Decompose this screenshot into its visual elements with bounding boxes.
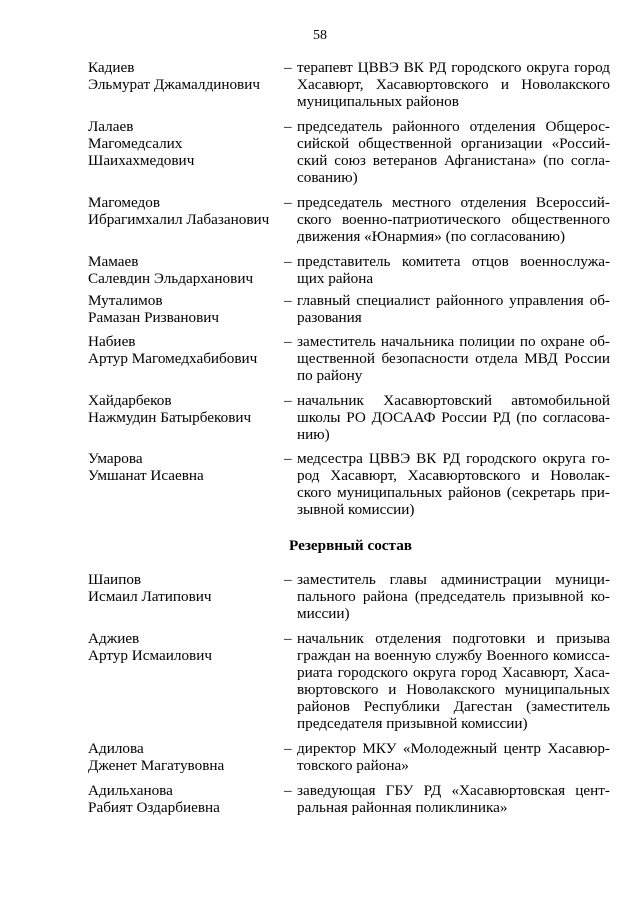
member-patronymic: Шаихахмедович xyxy=(88,152,195,169)
dash: – xyxy=(284,450,292,467)
dash: – xyxy=(284,782,292,799)
member-given-names: Рабият Оздарбиевна xyxy=(88,799,220,816)
page-number: 58 xyxy=(313,28,327,43)
member-role xyxy=(297,118,610,186)
member-given-names: Дженет Магатувовна xyxy=(88,757,225,774)
dash: – xyxy=(284,392,292,409)
member-name xyxy=(88,292,278,326)
role-line: председатель местного отделения Всероссий- xyxy=(297,194,610,211)
dash: – xyxy=(284,630,292,647)
role-line: ский союз ветеранов Афганистана» (по согла- xyxy=(297,152,610,169)
dash: – xyxy=(284,118,292,135)
dash: – xyxy=(284,571,292,588)
role-line: начальник Хасавюртовский автомобильной xyxy=(297,392,610,409)
member-name xyxy=(88,59,278,93)
member-given-names: Исмаил Латипович xyxy=(88,588,212,605)
role-line: по району xyxy=(297,367,363,384)
member-role xyxy=(297,571,610,622)
dash: – xyxy=(284,292,292,309)
member-surname: Адильханова xyxy=(88,782,173,799)
role-line: товского района» xyxy=(297,757,409,774)
member-name xyxy=(88,253,278,287)
role-line: председателя призывной комиссии) xyxy=(297,715,528,732)
role-line: сийской общественной организации «Россий- xyxy=(297,135,610,152)
dash: – xyxy=(284,59,292,76)
role-line: нию) xyxy=(297,426,330,443)
role-line: школы РО ДОСААФ России РД (по согласова- xyxy=(297,409,610,426)
member-surname: Лалаев xyxy=(88,118,134,135)
member-surname: Магомедов xyxy=(88,194,161,211)
member-name xyxy=(88,450,278,484)
member-role xyxy=(297,782,610,816)
member-surname: Умарова xyxy=(88,450,143,467)
member-name xyxy=(88,118,278,169)
member-surname: Адилова xyxy=(88,740,144,757)
member-given-names: Артур Исмаилович xyxy=(88,647,212,664)
role-line: медсестра ЦВВЭ ВК РД городского округа го- xyxy=(297,450,610,467)
dash: – xyxy=(284,194,292,211)
role-line: муниципальных районов xyxy=(297,93,459,110)
role-line: движения «Юнармия» (по согласованию) xyxy=(297,228,566,245)
role-line: директор МКУ «Молодежный центр Хасавюр- xyxy=(297,740,610,757)
member-name xyxy=(88,571,278,605)
member-surname: Мамаев xyxy=(88,253,139,270)
member-given-names: Эльмурат Джамалдинович xyxy=(88,76,260,93)
member-given-names: Умшанат Исаевна xyxy=(88,467,204,484)
role-line: сованию) xyxy=(297,169,358,186)
role-line: заместитель начальника полиции по охране об- xyxy=(297,333,610,350)
role-line: граждан на военную службу Военного комисса- xyxy=(297,647,610,664)
reserve-section-heading: Резервный состав xyxy=(289,537,412,554)
role-line: зывной комиссии) xyxy=(297,501,415,518)
member-role xyxy=(297,253,610,287)
member-given-names: Ибрагимхалил Лабазанович xyxy=(88,211,270,228)
role-line: вюртовского и Новолакского муниципальных xyxy=(297,681,610,698)
role-line: терапевт ЦВВЭ ВК РД городского округа город xyxy=(297,59,610,76)
member-role xyxy=(297,392,610,443)
member-given-names: Рамазан Ризванович xyxy=(88,309,220,326)
member-role xyxy=(297,194,610,245)
role-line: начальник отделения подготовки и призыва xyxy=(297,630,610,647)
member-given-names: Магомедсалих xyxy=(88,135,183,152)
member-surname: Аджиев xyxy=(88,630,140,647)
member-surname: Шаипов xyxy=(88,571,142,588)
member-surname: Хайдарбеков xyxy=(88,392,172,409)
role-line: риата городского округа город Хасавюрт, Хаса- xyxy=(297,664,610,681)
role-line: представитель комитета отцов военнослужа- xyxy=(297,253,610,270)
member-surname: Муталимов xyxy=(88,292,163,309)
member-surname: Кадиев xyxy=(88,59,135,76)
dash: – xyxy=(284,333,292,350)
member-surname: Набиев xyxy=(88,333,136,350)
role-line: ральная районная поликлиника» xyxy=(297,799,508,816)
member-role xyxy=(297,450,610,518)
dash: – xyxy=(284,253,292,270)
member-role xyxy=(297,740,610,774)
member-name xyxy=(88,194,278,228)
member-name xyxy=(88,630,278,664)
member-name xyxy=(88,740,278,774)
role-line: заместитель главы администрации муници- xyxy=(297,571,610,588)
member-name xyxy=(88,392,278,426)
member-role xyxy=(297,292,610,326)
member-role xyxy=(297,630,610,732)
role-line: щественной безопасности отдела МВД России xyxy=(297,350,610,367)
member-name xyxy=(88,333,278,367)
role-line: щих района xyxy=(297,270,374,287)
role-line: пального района (председатель призывной ко- xyxy=(297,588,610,605)
member-given-names: Салевдин Эльдарханович xyxy=(88,270,254,287)
role-line: председатель районного отделения Общерос- xyxy=(297,118,610,135)
dash: – xyxy=(284,740,292,757)
role-line: миссии) xyxy=(297,605,350,622)
role-line: Хасавюрт, Хасавюртовского и Новолакского xyxy=(297,76,610,93)
role-line: ского муниципальных районов (секретарь при- xyxy=(297,484,610,501)
role-line: ского военно-патриотического общественного xyxy=(297,211,610,228)
member-role xyxy=(297,333,610,384)
member-role xyxy=(297,59,610,110)
member-given-names: Артур Магомедхабибович xyxy=(88,350,258,367)
member-name xyxy=(88,782,278,816)
member-given-names: Нажмудин Батырбекович xyxy=(88,409,252,426)
role-line: род Хасавюрт, Хасавюртовского и Новолак- xyxy=(297,467,610,484)
role-line: заведующая ГБУ РД «Хасавюртовская цент- xyxy=(297,782,610,799)
role-line: главный специалист районного управления об- xyxy=(297,292,610,309)
role-line: районов Республики Дагестан (заместитель xyxy=(297,698,610,715)
role-line: разования xyxy=(297,309,362,326)
